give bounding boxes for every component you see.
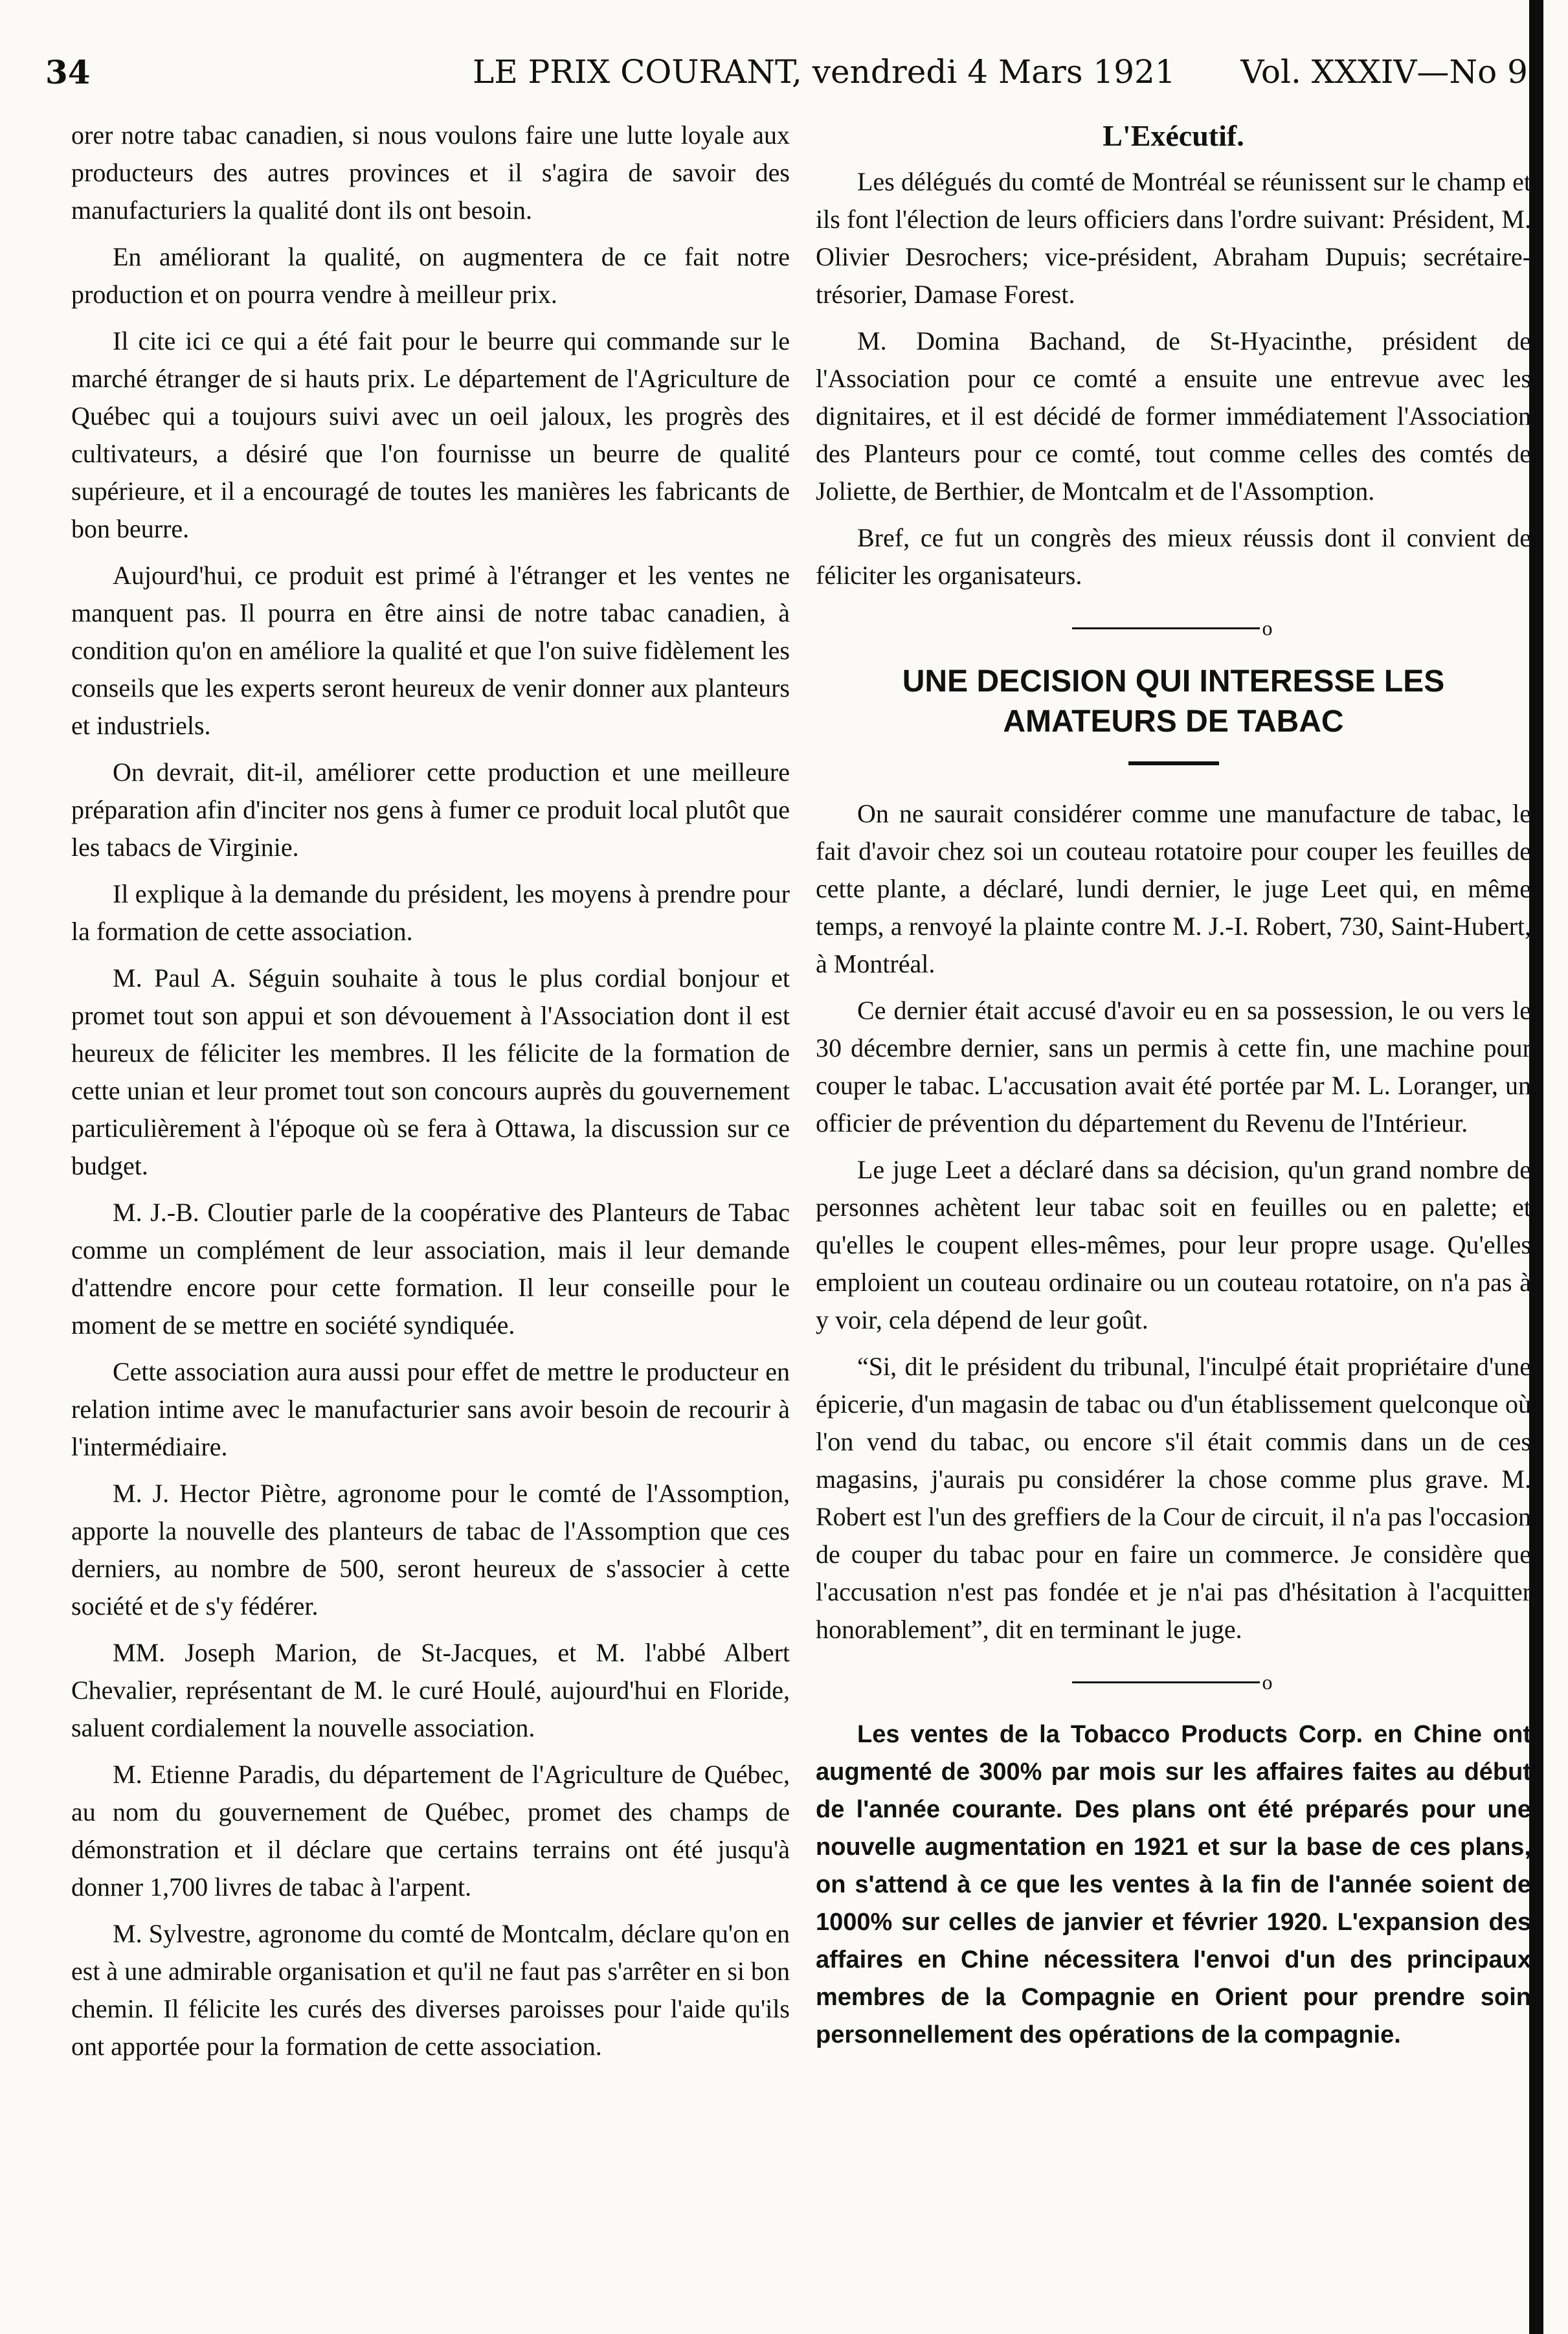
paragraph: Cette association aura aussi pour effet de mettre le producteur en relation intime avec le manufacturier sans avoir besoin de recourir à l'intermédiaire.	[71, 1357, 790, 1461]
paragraph: M. Sylvestre, agronome du comté de Montcalm, déclare qu'on en est à une admirable organisation et qu'il ne faut pas s'arrêter en si bon chemin. Il félicite les curés des diverses paroisses pour l'aide qu'ils ont apportée pour la formation de cette association.	[71, 1919, 790, 2061]
paragraph: Aujourd'hui, ce produit est primé à l'étranger et les ventes ne manquent pas. Il pourra en être ainsi de notre tabac canadien, à condition qu'on en améliore la qualité et que l'on suive fidèlement les conseils que les experts seront heureux de venir donner aux planteurs et industriels.	[71, 561, 790, 740]
separator-line	[1072, 627, 1260, 629]
publication-title: LE PRIX COURANT, vendredi 4 Mars 1921	[473, 53, 1176, 91]
paragraph: En améliorant la qualité, on augmentera de ce fait notre production et on pourra vendre à meilleur prix.	[71, 242, 790, 309]
paragraph: M. J. Hector Piètre, agronome pour le comté de l'Assomption, apporte la nouvelle des planteurs de tabac de l'Assomption que ces derniers, au nombre de 500, seront heureux de s'associer à cette société et de s'y fédérer.	[71, 1479, 790, 1621]
left-column	[71, 117, 790, 2074]
paragraph: Les délégués du comté de Montréal se réunissent sur le champ et ils font l'élection de leurs officiers dans l'ordre suivant: Président, M. Olivier Desrochers; vice-président, Abraham Dupuis; secrétaire-trésorier, Damase Forest.	[816, 167, 1531, 309]
closing-paragraph: Les ventes de la Tobacco Products Corp. en Chine ont augmenté de 300% par mois sur les affaires faites au début de l'année courante. Des plans ont été préparés pour une nouvelle augmentation en 1921 et sur la base de ces plans, on s'attend à ce que les ventes à la fin de l'année soient de 1000% sur celles de janvier et février 1920. L'expansion des affaires en Chine nécessitera l'envoi d'un des principaux membres de la Compagnie en Orient pour prendre soin personnellement des opérations de la compagnie.	[816, 1721, 1531, 2048]
paragraph: M. Domina Bachand, de St-Hyacinthe, président de l'Association pour ce comté a ensuite une entrevue avec les dignitaires, et il est décidé de former immédiatement l'Association des Planteurs pour ce comté, tout comme celles des comtés de Joliette, de Berthier, de Montcalm et de l'Assomption.	[816, 326, 1531, 506]
page-edge-bar	[1529, 0, 1543, 2334]
paragraph: M. Etienne Paradis, du département de l'Agriculture de Québec, au nom du gouvernement de Québec, promet des champs de démonstration et il déclare que certains terrains ont été jusqu'à donner 1,700 livres de tabac à l'arpent.	[71, 1760, 790, 1902]
paragraph: Il cite ici ce qui a été fait pour le beurre qui commande sur le marché étranger de si hauts prix. Le département de l'Agriculture de Québec qui a toujours suivi avec un oeil jaloux, les progrès des cultivateurs, a désiré que l'on fournisse un beurre de qualité supérieure, et il a encouragé de toutes les manières les fabricants de bon beurre.	[71, 326, 790, 543]
paragraph: On devrait, dit-il, améliorer cette production et une meilleure préparation afin d'inciter nos gens à fumer ce produit local plutôt que les tabacs de Virginie.	[71, 757, 790, 862]
paragraph: On ne saurait considérer comme une manufacture de tabac, le fait d'avoir chez soi un couteau rotatoire pour couper les feuilles de cette plante, a déclaré, lundi dernier, le juge Leet qui, en même temps, a renvoyé la plainte contre M. J.-I. Robert, 730, Saint-Hubert, à Montréal.	[816, 799, 1531, 978]
paragraph: M. Paul A. Séguin souhaite à tous le plus cordial bonjour et promet tout son appui et son dévouement à l'Association dont il est heureux de féliciter les membres. Il les félicite de la formation de cette unian et leur promet tout son concours auprès du gouvernement particulièrement à l'époque où se fera à Ottawa, la discussion sur ce budget.	[71, 963, 790, 1180]
separator-line	[1072, 1681, 1260, 1683]
section-separator	[816, 609, 1531, 647]
paragraph: Bref, ce fut un congrès des mieux réussis dont il convient de féliciter les organisateurs.	[816, 523, 1531, 590]
separator-mark: o	[1262, 616, 1273, 640]
paragraph: orer notre tabac canadien, si nous voulons faire une lutte loyale aux producteurs des autres provinces et il s'agira de savoir des manufacturiers la qualité dont ils ont besoin.	[71, 120, 790, 225]
separator-mark: o	[1262, 1670, 1273, 1694]
right-column	[816, 117, 1531, 2063]
paragraph: “Si, dit le président du tribunal, l'inculpé était propriétaire d'une épicerie, d'un magasin de tabac ou d'un établissement quelconque où l'on vend du tabac, ou encore s'il était commis dans un de ces magasins, j'aurais pu considérer la chose comme plus grave. M. Robert est l'un des greffiers de la Cour de circuit, il n'a pas l'occasion de couper du tabac pour en faire un commerce. Je considère que l'accusation n'est pas fondée et je n'ai pas d'hésitation à l'acquitter honorablement”, dit en terminant le juge.	[816, 1352, 1531, 1644]
paragraph: MM. Joseph Marion, de St-Jacques, et M. l'abbé Albert Chevalier, représentant de M. le curé Houlé, aujourd'hui en Floride, saluent cordialement la nouvelle association.	[71, 1638, 790, 1742]
executive-heading: L'Exécutif.	[1103, 119, 1244, 152]
headline-rule	[1128, 761, 1219, 765]
paragraph: Le juge Leet a déclaré dans sa décision, qu'un grand nombre de personnes achètent leur tabac soit en feuilles ou en palette; et qu'elles le coupent elles-mêmes, pour leur propre usage. Qu'elles emploient un couteau ordinaire ou un couteau rotatoire, on n'a pas à y voir, cela dépend de leur goût.	[816, 1155, 1531, 1334]
paragraph: Il explique à la demande du président, les moyens à prendre pour la formation de cette association.	[71, 879, 790, 946]
paragraph: M. J.-B. Cloutier parle de la coopérative des Planteurs de Tabac comme un complément de leur association, mais il leur demande d'attendre encore pour cette formation. Il leur conseille pour le moment de se mettre en société syndiquée.	[71, 1198, 790, 1340]
article-headline: UNE DECISION QUI INTERESSE LES AMATEURS DE TABAC	[902, 664, 1445, 739]
section-separator	[816, 1663, 1531, 1701]
paragraph: Ce dernier était accusé d'avoir eu en sa possession, le ou vers le 30 décembre dernier, sans un permis à cette fin, une machine pour couper le tabac. L'accusation avait été portée par M. L. Loranger, un officier de prévention du département du Revenu de l'Intérieur.	[816, 996, 1531, 1138]
page-header	[45, 41, 1528, 100]
volume-number: Vol. XXXIV—No 9	[1240, 53, 1528, 91]
page-number: 34	[45, 53, 91, 91]
